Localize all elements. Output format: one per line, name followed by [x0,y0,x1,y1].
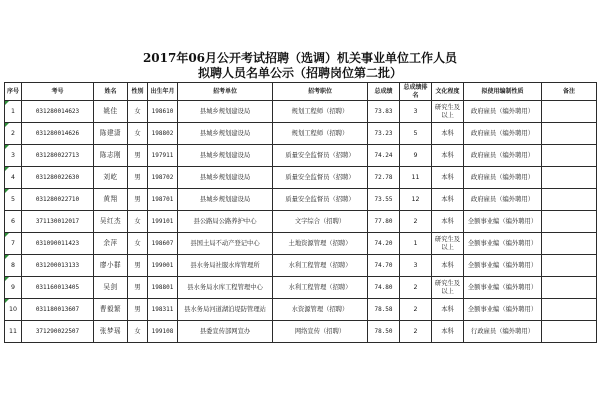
cell-score: 74.20 [368,233,400,255]
document-subtitle: 拟聘人员名单公示（招聘岗位第二批） [197,66,402,80]
cell-score: 73.83 [368,101,400,123]
cell-birth: 198610 [148,101,178,123]
cell-position: 质量安全监督员（招聘） [273,189,368,211]
cell-position: 规划工程师（招聘） [273,101,368,123]
cell-position: 文字综合（招聘） [273,211,368,233]
cell-seq: 6 [5,211,22,233]
cell-birth: 198311 [148,299,178,321]
cell-position: 水资源管理（招聘） [273,299,368,321]
row-marker-icon [5,123,9,127]
cell-unit: 县水务局水库工程管理中心 [178,277,273,299]
cell-rank: 3 [400,255,432,277]
cell-score: 72.78 [368,167,400,189]
cell-unit: 县水务局社服水库管理所 [178,255,273,277]
cell-exam-no: 031200013133 [22,255,94,277]
cell-rank: 2 [400,321,432,343]
cell-unit: 县城乡规划建设局 [178,167,273,189]
table-row [5,189,597,211]
table-header-row [5,83,597,101]
cell-unit: 县水务局河道湖泊堤防管理站 [178,299,273,321]
cell-birth: 199001 [148,255,178,277]
col-header-rank: 总成绩排名 [400,83,432,101]
cell-score: 74.24 [368,145,400,167]
cell-education: 本科 [432,189,464,211]
row-marker-icon [5,299,9,303]
col-header-birth: 出生年月 [148,83,178,101]
cell-gender: 女 [128,233,148,255]
cell-seq [5,101,22,123]
cell-birth: 198801 [148,277,178,299]
cell-remark [542,321,597,343]
cell-unit: 县城乡规划建设局 [178,123,273,145]
row-marker-icon [5,101,9,105]
cell-name: 曹毅繁 [94,299,128,321]
table-body [5,101,597,343]
cell-rank: 3 [400,101,432,123]
cell-remark [542,145,597,167]
cell-rank: 5 [400,123,432,145]
cell-exam-no: 031280014626 [22,123,94,145]
cell-seq-text: 2 [10,129,15,137]
cell-gender: 女 [128,123,148,145]
table-row [5,321,597,343]
cell-education: 本科 [432,145,464,167]
cell-gender: 女 [128,211,148,233]
cell-education: 研究生及以上 [432,277,464,299]
cell-seq-text: 10 [8,305,17,313]
cell-unit: 县委宣传部网宣办 [178,321,273,343]
cell-exam-no: 031280022630 [22,167,94,189]
cell-remark [542,189,597,211]
cell-education: 本科 [432,123,464,145]
cell-staffing: 全额事业编（编外聘用） [464,211,542,233]
cell-score: 78.50 [368,321,400,343]
cell-remark [542,101,597,123]
cell-gender: 男 [128,299,148,321]
cell-gender: 男 [128,255,148,277]
cell-staffing: 政府雇员（编外聘用） [464,101,542,123]
col-header-score: 总成绩 [368,83,400,101]
cell-education: 本科 [432,167,464,189]
cell-seq [5,189,22,211]
cell-education: 研究生及以上 [432,101,464,123]
table-row [5,255,597,277]
cell-unit: 县城乡规划建设局 [178,145,273,167]
cell-name: 陈志刚 [94,145,128,167]
cell-seq: 11 [5,321,22,343]
cell-gender: 男 [128,277,148,299]
cell-remark [542,299,597,321]
cell-name: 余萍 [94,233,128,255]
cell-education: 本科 [432,299,464,321]
cell-gender: 男 [128,189,148,211]
cell-gender: 女 [128,321,148,343]
cell-position: 水利工程管理（招聘） [273,255,368,277]
cell-exam-no: 031090011423 [22,233,94,255]
cell-position: 水利工程管理（招聘） [273,277,368,299]
table-row [5,167,597,189]
cell-rank: 2 [400,299,432,321]
cell-staffing: 行政雇员（编外聘用） [464,321,542,343]
cell-education: 研究生及以上 [432,233,464,255]
cell-score: 74.70 [368,255,400,277]
cell-unit: 县城乡规划建设局 [178,101,273,123]
cell-remark [542,167,597,189]
cell-score: 73.55 [368,189,400,211]
table-row [5,101,597,123]
cell-rank: 1 [400,233,432,255]
cell-name: 廖小群 [94,255,128,277]
cell-staffing: 全额事业编（编外聘用） [464,255,542,277]
cell-seq [5,255,22,277]
cell-education: 本科 [432,321,464,343]
cell-seq [5,299,22,321]
cell-birth: 198701 [148,189,178,211]
cell-position: 规划工程师（招聘） [273,123,368,145]
cell-exam-no: 371130012017 [22,211,94,233]
col-header-education: 文化程度 [432,83,464,101]
row-marker-icon [5,145,9,149]
table-row [5,233,597,255]
cell-exam-no: 031180013607 [22,299,94,321]
cell-remark [542,123,597,145]
cell-seq [5,145,22,167]
cell-remark [542,211,597,233]
cell-staffing: 全额事业编（编外聘用） [464,299,542,321]
cell-staffing: 全额事业编（编外聘用） [464,233,542,255]
cell-name: 陈建潇 [94,123,128,145]
cell-rank: 9 [400,145,432,167]
cell-unit: 县城乡规划建设局 [178,189,273,211]
cell-staffing: 政府雇员（编外聘用） [464,167,542,189]
cell-exam-no: 031280022713 [22,145,94,167]
row-marker-icon [5,167,9,171]
row-marker-icon [5,189,9,193]
cell-exam-no: 031280022710 [22,189,94,211]
row-marker-icon [5,255,9,259]
cell-seq [5,167,22,189]
table-row [5,211,597,233]
table-row [5,145,597,167]
cell-seq [5,123,22,145]
cell-exam-no: 031160013405 [22,277,94,299]
cell-birth: 198802 [148,123,178,145]
table-row [5,123,597,145]
cell-score: 73.23 [368,123,400,145]
cell-position: 质量安全监督员（招聘） [273,145,368,167]
col-header-name: 姓名 [94,83,128,101]
cell-position: 质量安全监督员（招聘） [273,167,368,189]
cell-birth: 198607 [148,233,178,255]
cell-birth: 199101 [148,211,178,233]
cell-birth: 197911 [148,145,178,167]
cell-name: 姚佳 [94,101,128,123]
cell-education: 本科 [432,255,464,277]
cell-staffing: 政府雇员（编外聘用） [464,189,542,211]
cell-staffing: 政府雇员（编外聘用） [464,145,542,167]
cell-position: 土地资源管理（招聘） [273,233,368,255]
candidate-table [4,82,597,343]
row-marker-icon [5,277,9,281]
col-header-staffing: 拟使用编制性质 [464,83,542,101]
cell-rank: 2 [400,277,432,299]
cell-unit: 县国土局不动产登记中心 [178,233,273,255]
cell-score: 77.80 [368,211,400,233]
col-header-unit: 招考单位 [178,83,273,101]
cell-name: 吴剑 [94,277,128,299]
cell-seq-text: 7 [10,239,15,247]
cell-name: 刘屹 [94,167,128,189]
cell-gender: 男 [128,145,148,167]
cell-score: 78.58 [368,299,400,321]
col-header-exam-no: 考号 [22,83,94,101]
col-header-position: 招考职位 [273,83,368,101]
cell-remark [542,277,597,299]
table-row [5,277,597,299]
cell-score: 74.80 [368,277,400,299]
cell-seq-text: 9 [10,283,15,291]
cell-name: 张梦瑶 [94,321,128,343]
cell-seq-text: 8 [10,261,15,269]
cell-seq [5,233,22,255]
row-marker-icon [5,233,9,237]
cell-staffing: 政府雇员（编外聘用） [464,123,542,145]
cell-education: 本科 [432,211,464,233]
cell-rank: 2 [400,211,432,233]
cell-staffing: 全额事业编（编外聘用） [464,277,542,299]
cell-gender: 女 [128,101,148,123]
table-row [5,299,597,321]
cell-exam-no: 371290022507 [22,321,94,343]
cell-gender: 男 [128,167,148,189]
cell-unit: 县公路局公路养护中心 [178,211,273,233]
cell-name: 黄翔 [94,189,128,211]
col-header-gender: 性别 [128,83,148,101]
col-header-remark: 备注 [542,83,597,101]
cell-seq [5,277,22,299]
cell-name: 吴红杰 [94,211,128,233]
cell-remark [542,233,597,255]
cell-seq-text: 4 [10,173,15,181]
cell-seq-text: 3 [10,151,15,159]
cell-seq-text: 5 [10,195,15,203]
cell-birth: 199108 [148,321,178,343]
cell-remark [542,255,597,277]
cell-birth: 198702 [148,167,178,189]
document-title: 2017年06月公开考试招聘（选调）机关事业单位工作人员 [142,51,458,65]
cell-rank: 12 [400,189,432,211]
cell-seq-text: 1 [10,107,15,115]
cell-position: 网络宣传（招聘） [273,321,368,343]
cell-rank: 11 [400,167,432,189]
col-header-seq: 序号 [5,83,22,101]
cell-exam-no: 031280014623 [22,101,94,123]
